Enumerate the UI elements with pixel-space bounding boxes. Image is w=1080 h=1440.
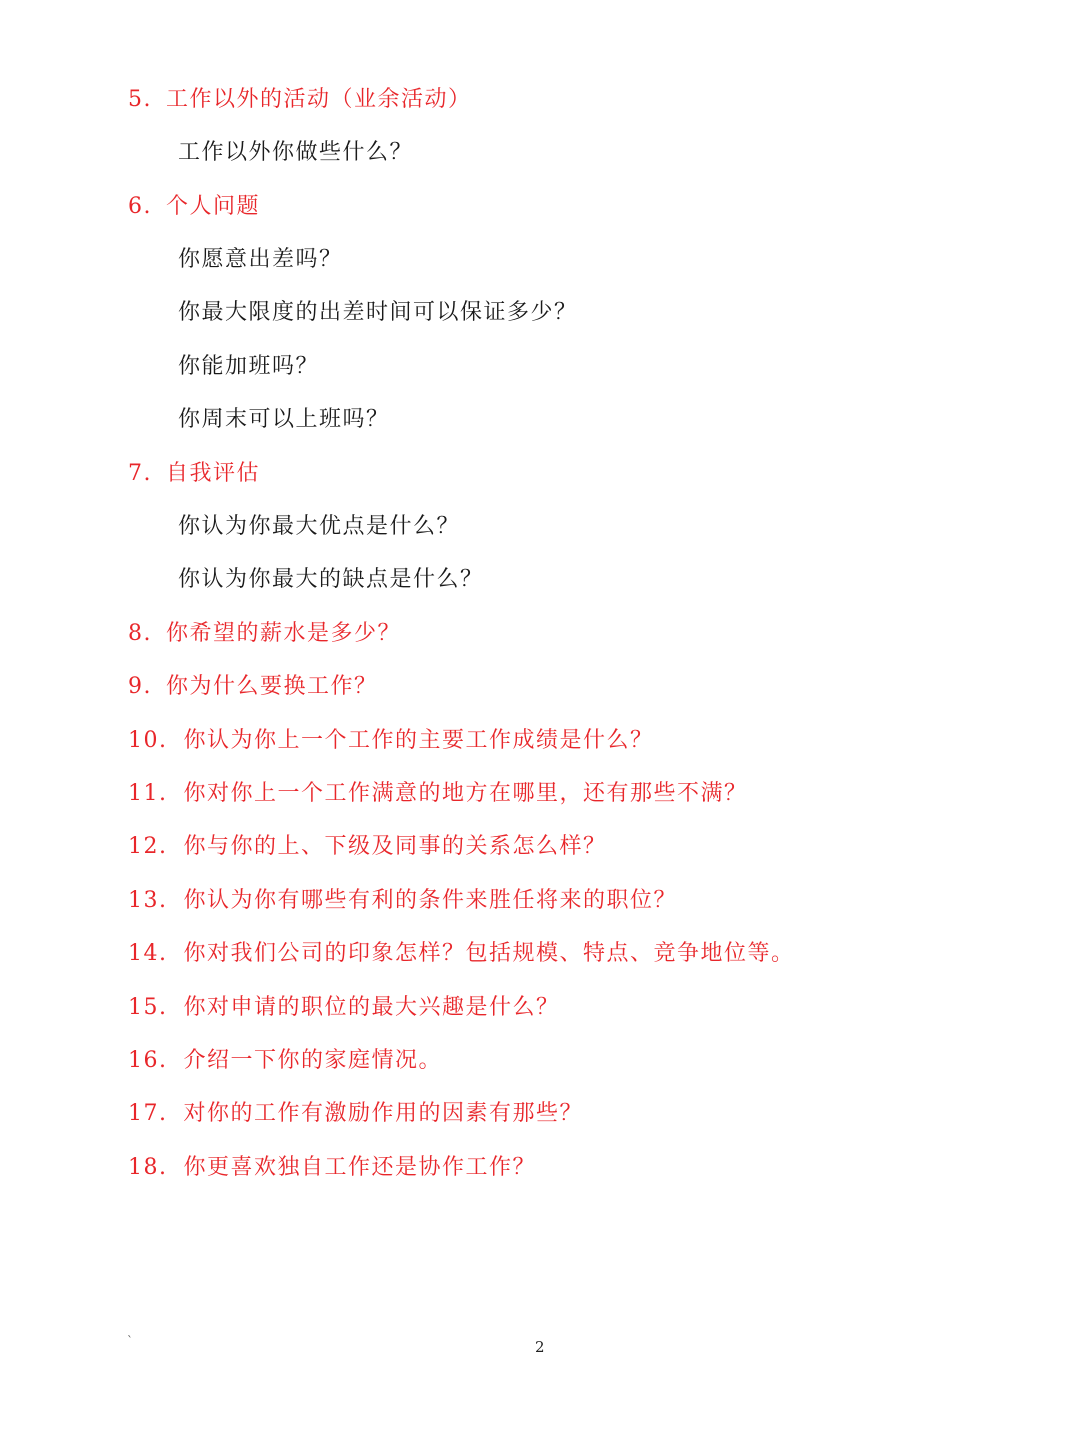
section-number: 6. [128, 194, 152, 219]
question-item [128, 886, 677, 916]
question-item [128, 672, 378, 702]
question-text: 你与你的上、下级及同事的关系怎么样？ [183, 834, 607, 859]
question-text: 你更喜欢独自工作还是协作工作？ [183, 1155, 537, 1180]
question-number: 12. [128, 834, 168, 859]
question-item [128, 832, 607, 862]
question-text: 你对申请的职位的最大兴趣是什么？ [183, 995, 560, 1020]
question-text: 介绍一下你的家庭情况。 [183, 1048, 443, 1073]
sub-question: 你周末可以上班吗？ [178, 407, 390, 432]
section-heading-6 [128, 192, 260, 222]
question-number: 10. [128, 728, 168, 753]
question-item [128, 1099, 583, 1129]
question-number: 15. [128, 995, 168, 1020]
question-number: 13. [128, 888, 168, 913]
question-item [128, 1046, 442, 1076]
section-number: 7. [128, 461, 152, 486]
question-number: 17. [128, 1101, 168, 1126]
question-text: 你为什么要换工作？ [166, 674, 378, 699]
question-text: 你认为你有哪些有利的条件来胜任将来的职位？ [183, 888, 678, 913]
sub-question: 你最大限度的出差时间可以保证多少？ [178, 300, 578, 325]
question-number: 16. [128, 1048, 168, 1073]
sub-question: 你能加班吗？ [178, 354, 320, 379]
section-title: 工作以外的活动（业余活动） [166, 87, 472, 112]
question-item [128, 619, 401, 649]
section-heading-5 [128, 85, 472, 115]
question-text: 你希望的薪水是多少？ [166, 621, 402, 646]
section-number: 5. [128, 87, 152, 112]
question-item [128, 779, 748, 809]
question-text: 你对我们公司的印象怎样？包括规模、特点、竞争地位等。 [183, 941, 795, 966]
section-title: 自我评估 [166, 461, 261, 486]
section-title: 个人问题 [166, 194, 261, 219]
question-text: 你认为你上一个工作的主要工作成绩是什么？ [183, 728, 654, 753]
question-item [128, 1153, 536, 1183]
question-item [128, 726, 654, 756]
sub-question: 你认为你最大的缺点是什么？ [178, 567, 484, 592]
sub-question: 工作以外你做些什么？ [178, 140, 414, 165]
question-number: 18. [128, 1155, 168, 1180]
question-number: 14. [128, 941, 168, 966]
sub-question: 你认为你最大优点是什么？ [178, 514, 461, 539]
question-item [128, 939, 795, 969]
section-heading-7 [128, 459, 260, 489]
footer-mark: ` [127, 1334, 133, 1348]
sub-question: 你愿意出差吗？ [178, 247, 343, 272]
question-number: 8. [128, 621, 152, 646]
question-text: 对你的工作有激励作用的因素有那些？ [183, 1101, 584, 1126]
question-text: 你对你上一个工作满意的地方在哪里，还有那些不满？ [183, 781, 748, 806]
question-number: 9. [128, 674, 152, 699]
question-number: 11. [128, 781, 168, 806]
question-item [128, 993, 560, 1023]
page-number: 2 [535, 1338, 545, 1356]
